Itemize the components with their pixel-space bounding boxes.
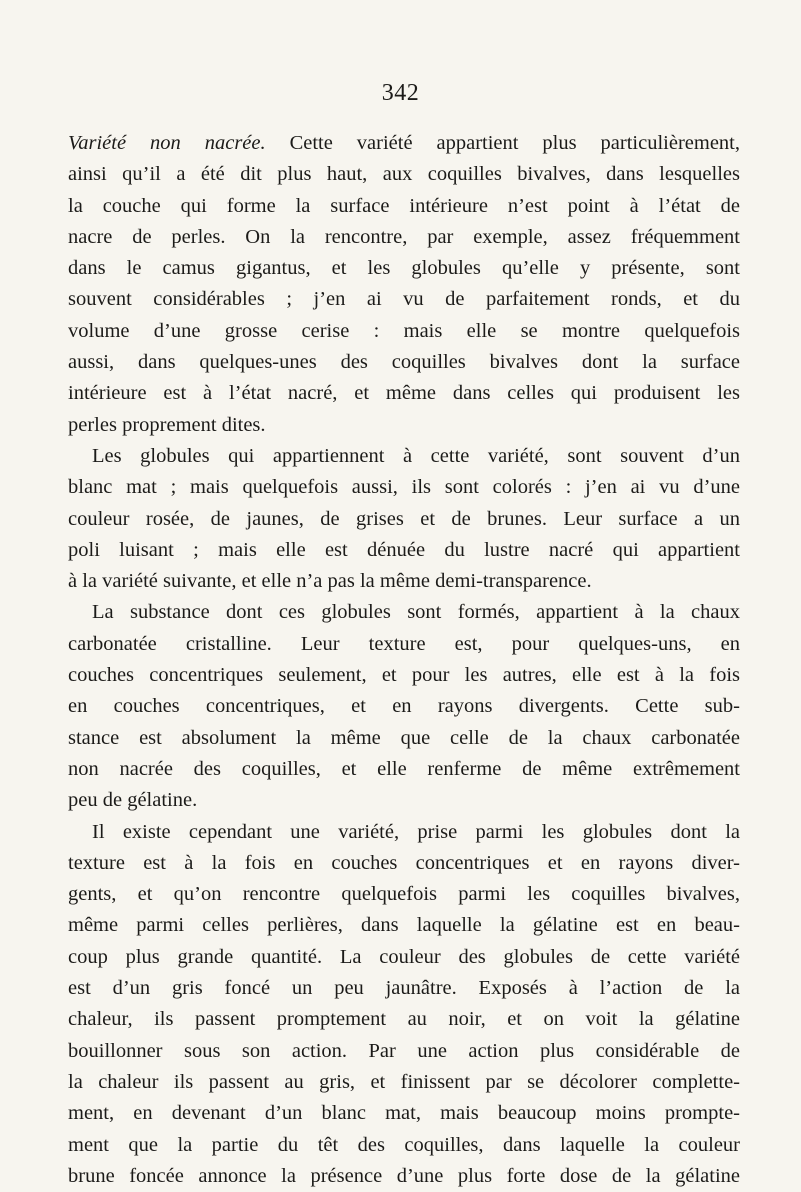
text-line: Les globules qui appartiennent à cette variété, sont souvent d’un [92,444,740,467]
body-text [68,128,740,1192]
text-line: brune foncée annonce la présence d’une plus forte dose de la gélatine [68,1164,740,1187]
text-line: La substance dont ces globules sont formés, appartient à la chaux [92,601,740,624]
text-line: coup plus grande quantité. La couleur des globules de cette variété [68,945,740,968]
text-line: peu de gélatine. [68,789,198,812]
text-line: texture est à la fois en couches concentriques et en rayons diver- [68,851,740,874]
text-line: non nacrée des coquilles, et elle renferme de même extrêmement [68,757,740,780]
text-line: souvent considérables ; j’en ai vu de parfaitement ronds, et du [68,288,740,311]
section-heading-italic: Variété non nacrée. [68,132,266,154]
text-line: dans le camus gigantus, et les globules qu’elle y présente, sont [68,257,740,280]
text-line: stance est absolument la même que celle de la chaux carbonatée [68,726,740,749]
text-line: ment, en devenant d’un blanc mat, mais beaucoup moins prompte- [68,1102,740,1125]
text-line: couleur rosée, de jaunes, de grises et de brunes. Leur surface a un [68,507,740,530]
paragraph-3 [68,597,740,816]
text-line: même parmi celles perlières, dans laquelle la gélatine est en beau- [68,914,740,937]
text-line: intérieure est à l’état nacré, et même dans celles qui produisent les [68,382,740,405]
text-line: volume d’une grosse cerise : mais elle se montre quelquefois [68,319,740,342]
text-line: en couches concentriques, et en rayons divergents. Cette sub- [68,695,740,718]
text-line: ainsi qu’il a été dit plus haut, aux coquilles bivalves, dans lesquelles [68,163,740,186]
text-line: perles proprement dites. [68,413,266,436]
page-number: 342 [381,80,420,106]
text-line: blanc mat ; mais quelquefois aussi, ils sont colorés : j’en ai vu d’une [68,476,740,499]
text-line: Variété non nacrée. Cette variété appartient plus particulièrement, [68,132,740,154]
text-line: poli luisant ; mais elle est dénuée du lustre nacré qui appartient [68,538,740,561]
text-line: est d’un gris foncé un peu jaunâtre. Exposés à l’action de la [68,977,740,1000]
paragraph-1 [68,128,740,441]
text-line: couches concentriques seulement, et pour les autres, elle est à la fois [68,664,740,687]
text-line: à la variété suivante, et elle n’a pas la même demi-transparence. [68,570,592,593]
paragraph-4 [68,817,740,1192]
text-line: ment que la partie du têt des coquilles, dans laquelle la couleur [68,1133,740,1156]
text-line: bouillonner sous son action. Par une action plus considérable de [68,1039,740,1062]
text-line: carbonatée cristalline. Leur texture est, pour quelques-uns, en [68,632,740,655]
text-line: chaleur, ils passent promptement au noir, et on voit la gélatine [68,1008,740,1031]
text-line: gents, et qu’on rencontre quelquefois parmi les coquilles bivalves, [68,883,740,906]
text-line: Il existe cependant une variété, prise parmi les globules dont la [92,820,740,843]
text-line: aussi, dans quelques-unes des coquilles bivalves dont la surface [68,351,740,374]
text-line: la chaleur ils passent au gris, et finissent par se décolorer complette- [68,1070,740,1093]
text-line: la couche qui forme la surface intérieure n’est point à l’état de [68,194,740,217]
paragraph-2 [68,441,740,597]
text-line: nacre de perles. On la rencontre, par exemple, assez fréquemment [68,225,740,248]
